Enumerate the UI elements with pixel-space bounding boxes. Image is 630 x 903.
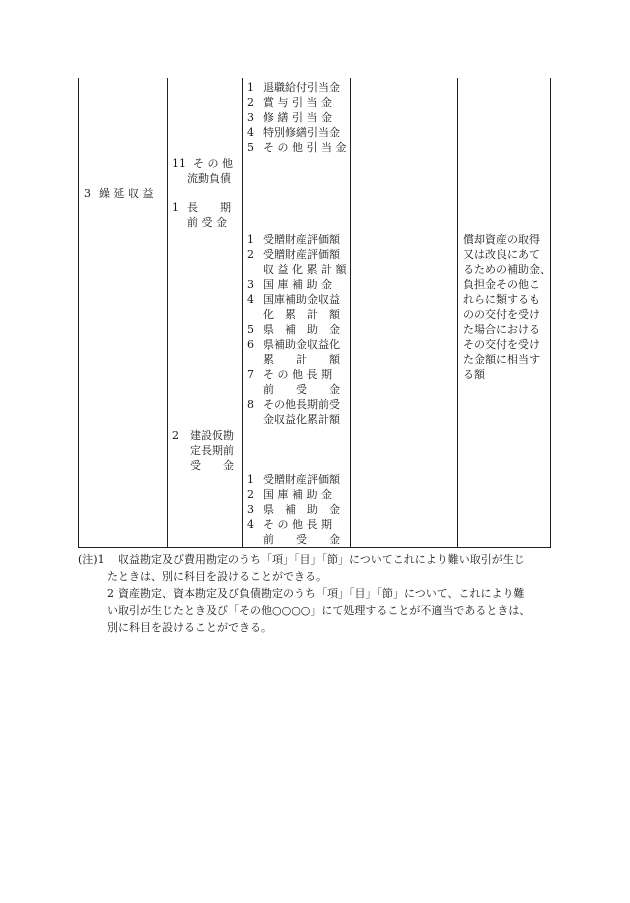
list-item-number: 4 [247,518,254,531]
list-item-label: 前 受 金 [263,383,340,396]
list-item-number: 1 [247,233,254,246]
table-rule-col4 [350,78,351,547]
list-item-label: 県 補 助 金 [263,323,340,336]
item-number: 2 [172,429,179,442]
list-item-label: 金収益化累計額 [263,413,340,426]
note-2-text: 別に科目を設けることができる。 [107,621,272,634]
list-item-label: そ の 他 引 当 金 [263,141,347,154]
list-item-label: 退職給付引当金 [263,81,340,94]
list-item-label: 前 受 金 [263,533,340,546]
table-border-bottom [78,547,551,548]
list-item-label: 受贈財産評価額 [263,473,340,486]
list-item-number: 3 [247,503,254,516]
list-item-number: 1 [247,473,254,486]
list-item-label: 収 益 化 累 計 額 [263,263,347,276]
list-item-label: 特別修繕引当金 [263,126,340,139]
table-border-left [78,78,79,547]
table-rule-col2 [167,78,168,547]
note-1-text: 収益勘定及び費用勘定のうち「項」「目」「節」についてこれにより難い取引が生じ [118,553,525,566]
list-item-number: 1 [247,81,254,94]
item-label: 流動負債 [187,172,231,185]
list-item-label: その他長期前受 [263,398,340,411]
list-item-number: 5 [247,323,254,336]
note-prefix: (注)1 [78,553,105,566]
description-line: のの交付を受け [463,308,540,321]
item-label: 前 受 金 [187,216,227,229]
list-item-label: そ の 他 長 期 [263,368,332,381]
description-line: 負担金その他こ [463,278,540,291]
description-line: 償却資産の取得 [463,233,540,246]
list-item-label: 県 補 助 金 [263,503,340,516]
item-label: 建設仮勘 [190,429,234,442]
note-2-number: 2 [107,587,114,600]
list-item-label: 国 庫 補 助 金 [263,488,332,501]
item-label: 長 期 [187,201,231,214]
table-rule-col5 [457,78,458,547]
list-item-number: 8 [247,398,254,411]
list-item-label: そ の 他 長 期 [263,518,332,531]
item-label: そ の 他 [193,157,233,170]
description-line: その交付を受け [463,338,540,351]
description-line: た金額に相当す [463,353,540,366]
list-item-label: 受贈財産評価額 [263,248,340,261]
note-2-text: い取引が生じたとき及び「その他○○○○」にて処理することが不適当であるときは、 [107,604,531,617]
description-line: るための補助金、 [463,263,551,276]
list-item-label: 修 繕 引 当 金 [263,111,332,124]
description-line: た場合における [463,323,540,336]
description-line: る額 [463,368,485,381]
list-item-label: 国庫補助金収益 [263,293,340,306]
section-label: 繰 延 収 益 [99,187,154,200]
list-item-number: 4 [247,126,254,139]
list-item-label: 賞 与 引 当 金 [263,96,332,109]
note-1-text: たときは、別に科目を設けることができる。 [107,570,327,583]
list-item-label: 受贈財産評価額 [263,233,340,246]
list-item-number: 3 [247,111,254,124]
list-item-number: 2 [247,96,254,109]
list-item-number: 5 [247,141,254,154]
item-number: 1 [172,201,179,214]
list-item-number: 2 [247,488,254,501]
list-item-number: 7 [247,368,254,381]
list-item-number: 6 [247,338,254,351]
item-number: 11 [172,157,186,170]
section-number: 3 [84,187,91,200]
list-item-label: 化 累 計 額 [263,308,340,321]
list-item-label: 県補助金収益化 [263,338,340,351]
list-item-number: 4 [247,293,254,306]
table-rule-col3 [242,78,243,547]
list-item-label: 国 庫 補 助 金 [263,278,332,291]
list-item-number: 2 [247,248,254,261]
note-2-text: 資産勘定、資本勘定及び負債勘定のうち「項」「目」「節」について、これにより難 [118,587,525,600]
item-label: 受 金 [190,459,234,472]
item-label: 定長期前 [190,444,234,457]
list-item-number: 3 [247,278,254,291]
description-line: 又は改良にあて [463,248,540,261]
table-border-right [550,78,551,547]
list-item-label: 累 計 額 [263,353,340,366]
description-line: れらに類するも [463,293,540,306]
